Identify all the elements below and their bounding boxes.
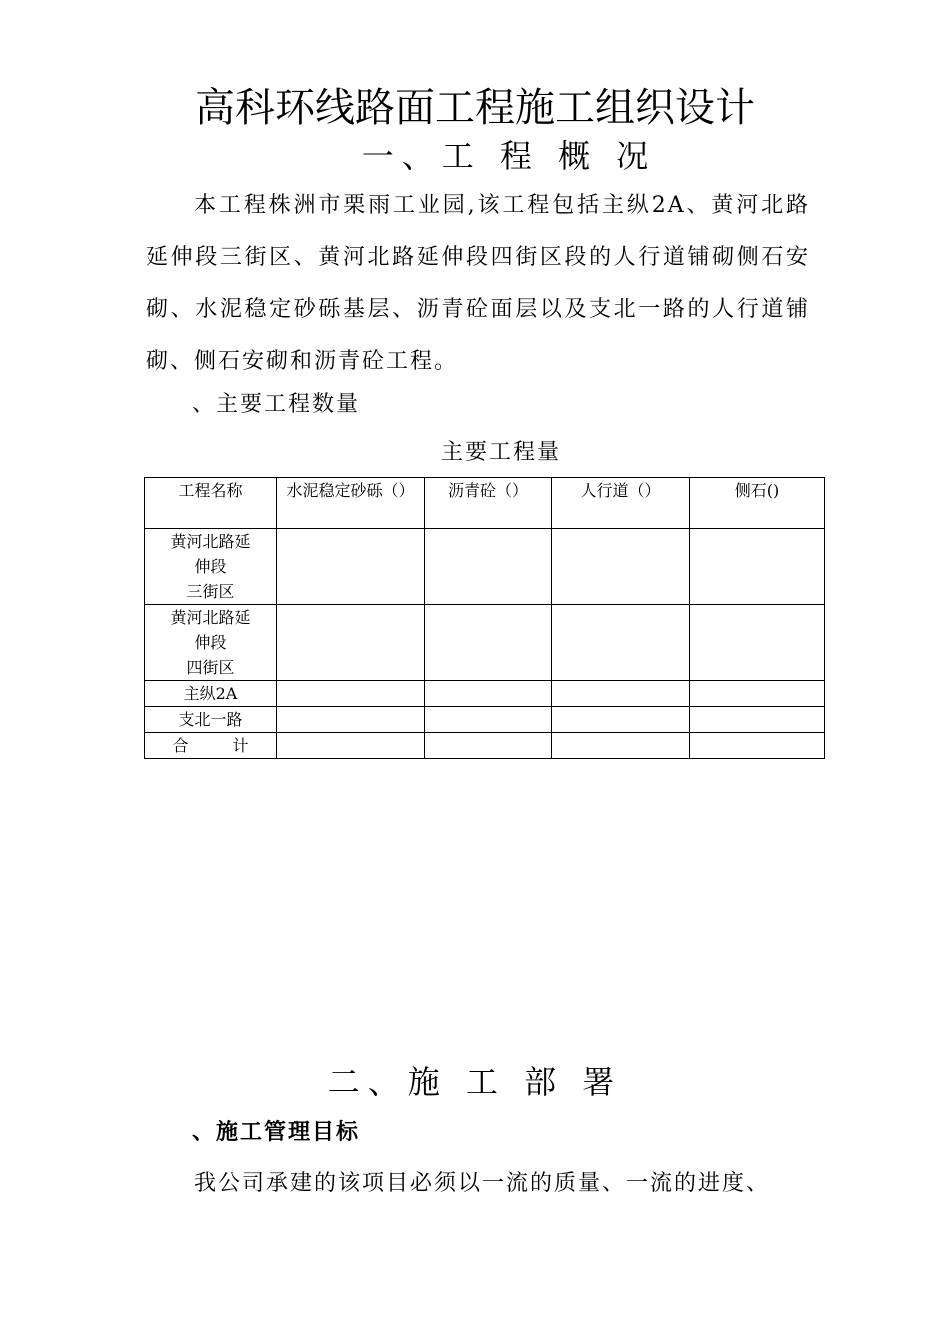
- total-label-part: 计: [232, 736, 249, 755]
- table-cell: [552, 605, 690, 681]
- table-caption: 主要工程量: [440, 440, 561, 465]
- row-name-line: 伸段: [194, 633, 227, 652]
- table-cell: [425, 529, 552, 605]
- goals-paragraph-text: 我公司承建的该项目必须以一流的质量、一流的进度、: [194, 1171, 771, 1196]
- goals-paragraph: [146, 1158, 836, 1210]
- header-project-name: 工程名称: [145, 478, 277, 529]
- table-cell: [425, 733, 552, 759]
- table-header-row: [145, 478, 825, 529]
- row-name-line: 伸段: [194, 557, 227, 576]
- section-heading-overview: 一、工 程 概 况: [361, 137, 657, 175]
- table-cell: [425, 605, 552, 681]
- header-asphalt: 沥青砼（）: [425, 478, 552, 529]
- table-cell: [690, 681, 825, 707]
- table-cell: [277, 529, 425, 605]
- row-name-cell: [145, 529, 277, 605]
- row-name-line: 黄河北路延: [170, 608, 251, 627]
- table-row-total: [145, 733, 825, 759]
- row-name-cell: 支北一路: [145, 707, 277, 733]
- document-title: 高科环线路面工程施工组织设计: [195, 85, 755, 131]
- header-curb: 侧石(): [690, 478, 825, 529]
- row-name-cell-total: [145, 733, 277, 759]
- table-cell: [690, 733, 825, 759]
- table-cell: [552, 681, 690, 707]
- subheading-management-goals: 、施工管理目标: [192, 1120, 361, 1145]
- header-sidewalk: 人行道（）: [552, 478, 690, 529]
- table-cell: [690, 529, 825, 605]
- header-cement-gravel: 水泥稳定砂砾（）: [277, 478, 425, 529]
- table-row: [145, 681, 825, 707]
- total-label-part: 合: [172, 736, 189, 755]
- quantities-table: [144, 477, 825, 759]
- table-cell: [552, 733, 690, 759]
- table-row: [145, 529, 825, 605]
- overview-paragraph-text: 本工程株洲市栗雨工业园,该工程包括主纵2A、黄河北路延伸段三街区、黄河北路延伸段四街区段的人行道铺砌侧石安砌、水泥稳定砂砾基层、沥青砼面层以及支北一路的人行道铺砌、侧石安砌和沥青砼工程。: [146, 193, 810, 374]
- table-row: [145, 605, 825, 681]
- overview-paragraph: [146, 180, 810, 388]
- subheading-quantities: 、主要工程数量: [192, 392, 361, 417]
- table-row: [145, 707, 825, 733]
- table-cell: [425, 707, 552, 733]
- table-cell: [277, 681, 425, 707]
- section-heading-deployment: 二、施 工 部 署: [327, 1063, 623, 1101]
- row-name-line: 四街区: [186, 658, 235, 677]
- table-cell: [277, 733, 425, 759]
- table-cell: [552, 707, 690, 733]
- table-cell: [277, 605, 425, 681]
- table-cell: [552, 529, 690, 605]
- table-cell: [277, 707, 425, 733]
- row-name-line: 黄河北路延: [170, 532, 251, 551]
- row-name-cell: 主纵2A: [145, 681, 277, 707]
- table-cell: [690, 707, 825, 733]
- table-cell: [690, 605, 825, 681]
- row-name-cell: [145, 605, 277, 681]
- row-name-line: 三街区: [186, 582, 235, 601]
- table-cell: [425, 681, 552, 707]
